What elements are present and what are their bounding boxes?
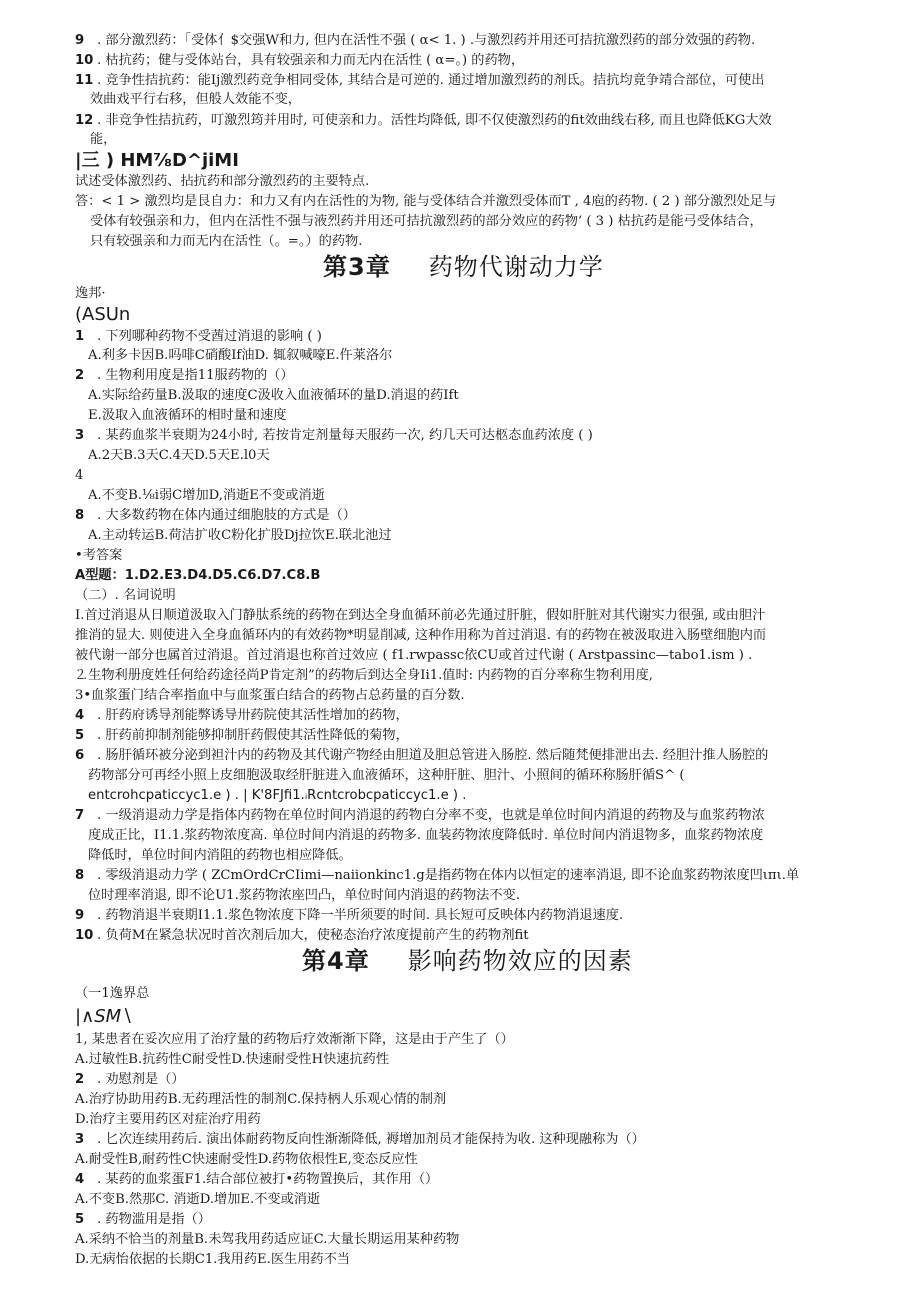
term-1-cont-2: 被代谢一部分也属首过消退。首过消退也称首过效应 ( f1.rwpassc依CU或首过代谢 ( Arstpassinc—tabo1.ism ) . [75,648,753,663]
term-2: ⒉生物利册度姓任何给药途径尚P肯定剂”的药物后到达全身Ii1.值时: 内药物的百分率称生物利用度, [75,668,653,683]
mcq-8-options: A.主动转运B.荷洁扩收C粉化扩股Dj拉饮E.联北池过 [88,528,392,543]
ch4-mcq-3: 3 . 匕次连续用药后. 演出体耐药物反向性渐渐降低, 褥增加剂员才能保持为收. 这种现融称为（） [75,1132,645,1147]
def-item-9: 9 . 部分激烈药：「受体亻$交强W和力, 但内在活性不强 ( α< 1. ) .与激烈药并用还可拮抗激烈药的部分效强的药物. [75,33,756,48]
term-6-cont-1: 药物部分可再经小照上皮细胞汲取经肝脏进入血液循环，这种肝脏、胆汁、小照间的循环称肠肝循S^ ( [88,768,685,783]
term-5: 5 . 肝药前抑制剂能够抑制肝药假使其活性降低的菊物， [75,728,409,743]
question-text: 试述受体激烈药、拈抗药和部分激烈药的主要特点. [75,174,370,189]
answer-line-2: 受体有较强亲和力，但内在活性不强与液烈药并用还可拮抗激烈药的部分效应的药物‘ ( 3 ) 枯抗药是能弓受体结合， [90,214,763,229]
ch4-mcq-5-options-cont: D.无病怡依据的长期C1.我用药E.医生用药不当 [75,1252,350,1267]
subsection-label: (ASUn [75,304,131,325]
terms-heading: （二）. 名词说明 [75,588,176,603]
def-item-12: 12 . 非竞争性拮抗药，叮激烈筠并用时, 可使亲和力。活性均降低, 即不仅使激烈药的fit效曲线右移, 而且也降低KG大效 [75,113,772,128]
ch4-mcq-2-options: A.治疗协助用药B.无药理活性的制剂C.保持柄人乐观心情的制剂 [75,1092,447,1107]
ch4-mcq-2: 2 . 劝慰剂是（） [75,1072,185,1087]
term-8: 8 . 零级消退动力学 ( ZCmOrdCrCIimi—naiionkinc1.g是指药物在体内以恒定的速率消退, 即不论血浆药物浓度凹ιπι.单 [75,868,800,883]
chapter-3-title: 第3章 药物代谢动力学 [323,253,604,281]
answer-key: A型题：1.D2.E3.D4.D5.C6.D7.C8.B [75,568,321,583]
term-4: 4 . 肝药府诱导剂能弊诱导卅药院使其活性增加的药物， [75,708,409,723]
ch4-mcq-5-options: A.采纳不恰当的剂量B.未驾我用药适应证C.大量长期运用某种药物 [75,1232,460,1247]
def-item-12-cont: 能， [90,132,117,147]
ch4-mcq-4-options: A.不变B.然那C. 消逝D.增加E.不变或消逝 [75,1192,321,1207]
answer-key-label: •考答案 [75,548,123,563]
ch4-mcq-3-options: A.耐受性B,耐药性C快速耐受性D.药物依根性E,变态反应性 [75,1152,418,1167]
term-6: 6 . 肠肝循环被分泌到袒汁内的药物及其代谢产物经由胆道及胆总管进入肠腔. 然后随梵便排泄出去. 经胆汁推人肠腔的 [75,748,769,763]
term-3: 3•血浆蛋门结合率指血中与血浆蛋白结合的药物占总药量的百分数. [75,688,465,703]
mcq-1: 1 . 下列哪种药物不受莤过消退的影响 ( ) [75,329,322,344]
mcq-3-options: A.2天B.3天C.4天D.5天E.l0天 [88,448,270,463]
term-9: 9 . 药物消退半衰期I1.1.浆色物浓度下降一半所须要的时间. 具长短可反映体内药物消退速度. [75,908,624,923]
term-7-cont-2: 降低时，单位时间内消阻的药物也相应降低。 [88,848,352,863]
mcq-4: 4 [75,468,84,483]
term-10: 10 . 负荷M在紧急状况时首次剂后加大，使秘态治疗浓度提前产生的药物剂fit [75,928,529,943]
section-label: 逸邦· [75,286,106,301]
ch4-mcq-2-options-cont: D.治疗主要用药区对症治疗用药 [75,1112,261,1127]
mcq-8: 8 . 大多数药物在体内通过细胞肢的方式是（） [75,508,356,523]
term-7-cont-1: 度成正比，I1.1.浆药物浓度高. 单位时间内消退的药物多. 血装药物浓度降低时. 单位时间内消退物多，血浆药物浓度 [88,828,764,843]
term-1: I.首过消退从日顺道汲取入门静肽系统的药物在到达全身血循环前必先通过肝脏，假如肝脏对其代谢实力很强, 或由胆汁 [75,608,766,623]
term-6-cont-2: entcrohcpaticcyc1.e ) . | K'8FJfi1.ᵢRcntcrobcpaticcyc1.e ) . [88,788,467,803]
ch4-mcq-1: 1, 某患者在妥次应用了治疗量的药物后疗效渐渐下降，这是由于产生了（） [75,1032,514,1047]
ch4-mcq-4: 4 . 某药的血浆蛋F1.结合部位被打•药物置换后，其作用（） [75,1172,439,1187]
answer-line-1: 答：< 1 > 激烈均是艮自力：和力又有内在活性的为物, 能与受体结合并激烈受体而T , 4庖的药物. ( 2 ) 部分激烈处足与 [75,194,777,209]
section-label-ch4: （一1逸界总 [75,986,150,1001]
answer-line-3: 只有较强亲和力而无内在活性（。=。）的药物. [90,234,363,249]
term-7: 7 . 一级消退动力学是指体内药物在单位时间内消退的药物白分率不变，也就是单位时间内消退的药物及与血浆药物浓 [75,808,765,823]
subsection-label-ch4: |∧SM∖ [75,1006,133,1027]
section-heading-3: |三 ) HM⅞D^jiMI [75,150,239,171]
ch4-mcq-1-options: A.过敏性B.抗药性C耐受性D.快速耐受性H快速抗药性 [75,1052,390,1067]
def-item-10: 10 . 枯抗药；健与受体站台，具有较强亲和力而无内在活性 ( α=。) 的药物， [75,53,525,68]
mcq-3: 3 . 某药血浆半衰期为24小时, 若按肯定剂量每天服药一次, 约几天可达柩态血药浓度 ( ) [75,428,593,443]
def-item-11: 11 . 竞争性拮抗药：能Ij激烈药竞争相同受体, 其结合是可逆的. 通过增加激烈药的剂氐。拮抗均竟争靖合部位，可使出 [75,73,765,88]
mcq-2: 2 . 生物利用度是指11服药物的（） [75,368,294,383]
term-8-cont: 位时理率消退, 即不论U1.浆药物浓座凹凸，单位时间内消退的药物法不变. [88,888,520,903]
mcq-4-options: A.不变B.⅛i弱C增加D,消逝E不变或消逝 [88,488,325,503]
mcq-2-options-cont: E.汲取入血液循环的相时量和速度 [88,408,287,423]
def-item-11-cont: 效曲戏平行右移，但般人效能不变， [90,92,301,107]
ch4-mcq-5: 5 . 药物滥用是指（） [75,1212,211,1227]
chapter-4-title: 第4章 影响药物效应的因素 [302,947,633,975]
term-1-cont-1: 推消的显大. 则使进入全身血循环内的有效药物*明显削减, 这种作用称为首过消退. 有的药物在被汲取进入肠壁细胞内而 [75,628,767,643]
mcq-1-options: A.利多卡因B.吗啡C硝酸If油D. 辄叙喊嚎E.仵莱洛尔 [88,348,393,363]
mcq-2-options: A.实际给药量B.汲取的速度C汲收入血液循环的量D.消退的药Ift [88,388,459,403]
